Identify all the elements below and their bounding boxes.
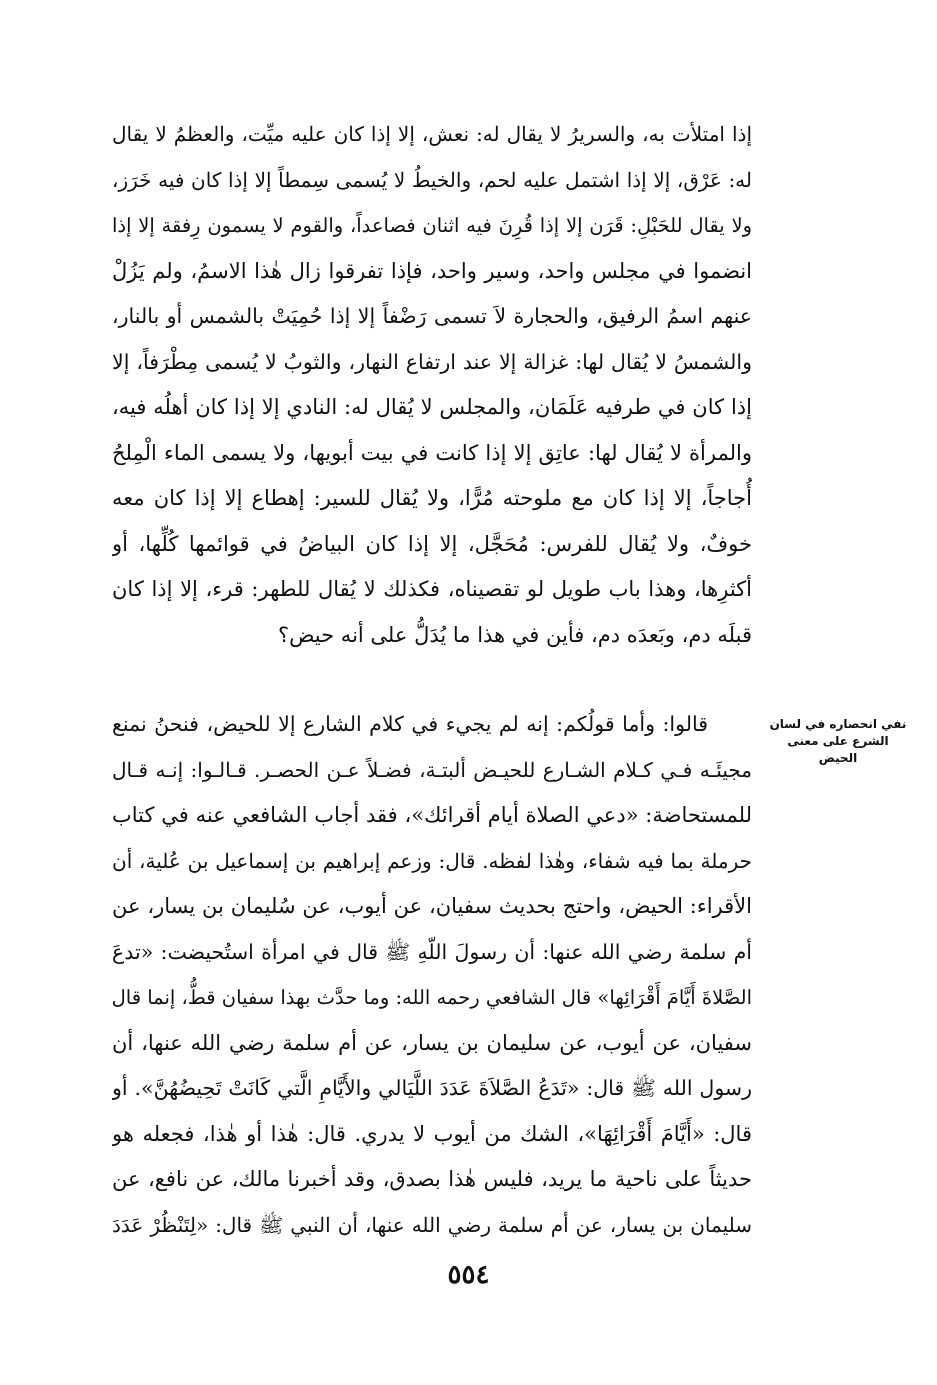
text-line: والشمسُ لا يُقال لها: غزالة إلا عند ارتفاع النهار، والثوبُ لا يُسمى مِطْرَفاً، إلا xyxy=(112,349,752,374)
text-line: قبلَه دم، وبَعدَه دم، فأين في هذا ما يُدَلُّ على أنه حيض؟ xyxy=(277,622,752,647)
text-line: قالوا: وأما قولُكم: إنه لم يجيء في كلام الشارع إلا للحيض، فنحنُ نمنع xyxy=(112,712,708,736)
text-line: أُجاجاً، إلا إذا كان مع ملوحته مُرًّا، ولا يُقال للسير: إهطاع إلا إذا كان معه xyxy=(112,486,752,510)
text-line: الصَّلاةَ أَيَّامَ أَقْرَائِها» قال الشافعي رحمه الله: وما حدَّث بهذا سفيان قطُّ، إنما قال xyxy=(112,986,752,1009)
text-line: ولا يقال للحَبْلِ: قَرَن إلا إذا قُرِنَ فيه اثنان فصاعداً، والقوم لا يسمون رِفقة إلا إذا xyxy=(112,214,752,237)
text-line: سليمان بن يسار، عن أم سلمة رضي الله عنها، أن النبي ﷺ قال: «لِتَنْظُرْ عَدَدَ xyxy=(112,1212,752,1237)
text-line: له: عَرْق، إلا إذا اشتمل عليه لحم، والخيطُ لا يُسمى سِمطاً إلا إذا كان فيه خَرَز، xyxy=(112,167,752,192)
text-line: قال: «أَيَّامَ أَقْرَائِهَا»، الشك من أيوب لا يدري. قال: هٰذا أو هٰذا، فجعله هو xyxy=(112,1121,752,1146)
text-line: انضموا في مجلس واحد، وسير واحد، فإذا تفرقوا زال هٰذا الاسمُ، ولم يَزُلْ xyxy=(112,258,752,283)
text-line: خوفٌ، ولا يُقال للفرس: مُحَجَّل، إلا إذا كان البياضُ في قوائمها كُلِّها، أو xyxy=(112,531,752,556)
paragraph-1 xyxy=(112,112,752,658)
text-line: أكثرِها، وهذا باب طويل لو تقصيناه، فكذلك لا يُقال للطهر: قرء، إلا إذا كان xyxy=(112,577,752,601)
margin-note-line: الشرع على معنى xyxy=(787,734,889,748)
margin-note-line: نفي انحصاره في لسان xyxy=(769,717,907,731)
text-line: عنهم اسمُ الرفيق، والحجارة لاَ تسمى رَضْفاً إلا إذا حُمِيَتْ بالشمس أو بالنار، xyxy=(112,304,752,328)
page-number: ٥٥٤ xyxy=(447,1260,490,1290)
text-line: رسول الله ﷺ قال: «تَدَعُ الصَّلاَةَ عَدَدَ اللَّيَالي والأَيَّامِ الَّتي كَانَتْ تَحِيضُهُنَّ». أو xyxy=(112,1076,752,1100)
text-line: والمرأة لا يُقال لها: عاتِق إلا إذا كانت في بيت أبويها، ولا يسمى الماء الْمِلحُ xyxy=(112,440,752,465)
margin-note xyxy=(758,716,918,767)
paragraph-2 xyxy=(112,702,752,1248)
text-line: للمستحاضة: «دعي الصلاة أيام أقرائك»، فقد أجاب الشافعي عنه في كتاب xyxy=(112,803,752,827)
text-line: أم سلمة رضي الله عنها: أن رسولَ اللّهِ ﷺ قال في امرأة استُحيضت: «تدعَ xyxy=(112,939,752,964)
text-line: سفيان، عن أيوب، عن سليمان بن يسار، عن أم سلمة رضي الله عنها، أن xyxy=(112,1030,752,1055)
text-line: مجيئَـه فـي كـلام الشـارع للحيـض ألبتـة، فضـلاً عـن الحصـر. قـالـوا: إنـه قـال xyxy=(112,757,752,782)
text-line: حرملة بما فيه شفاء، وهٰذا لفظه. قال: وزعم إبراهيم بن إسماعيل بن عُلية، أن xyxy=(112,848,752,873)
text-line: إذا كان في طرفيه عَلَمَان، والمجلس لا يُقال له: النادي إلا إذا كان أهلُه فيه، xyxy=(112,395,752,419)
text-line: الأقراء: الحيض، واحتج بحديث سفيان، عن أيوب، عن سُليمان بن يسار، عن xyxy=(112,894,752,918)
text-line: حديثاً على ناحية ما يريد، فليس هٰذا بصدق، وقد أخبرنا مالك، عن نافع، عن xyxy=(112,1167,752,1191)
margin-note-line: الحيض xyxy=(818,751,858,765)
text-line: إذا امتلأت به، والسريرُ لا يقال له: نعش، إلا إذا كان عليه ميِّت، والعظمُ لا يقال xyxy=(112,122,752,146)
